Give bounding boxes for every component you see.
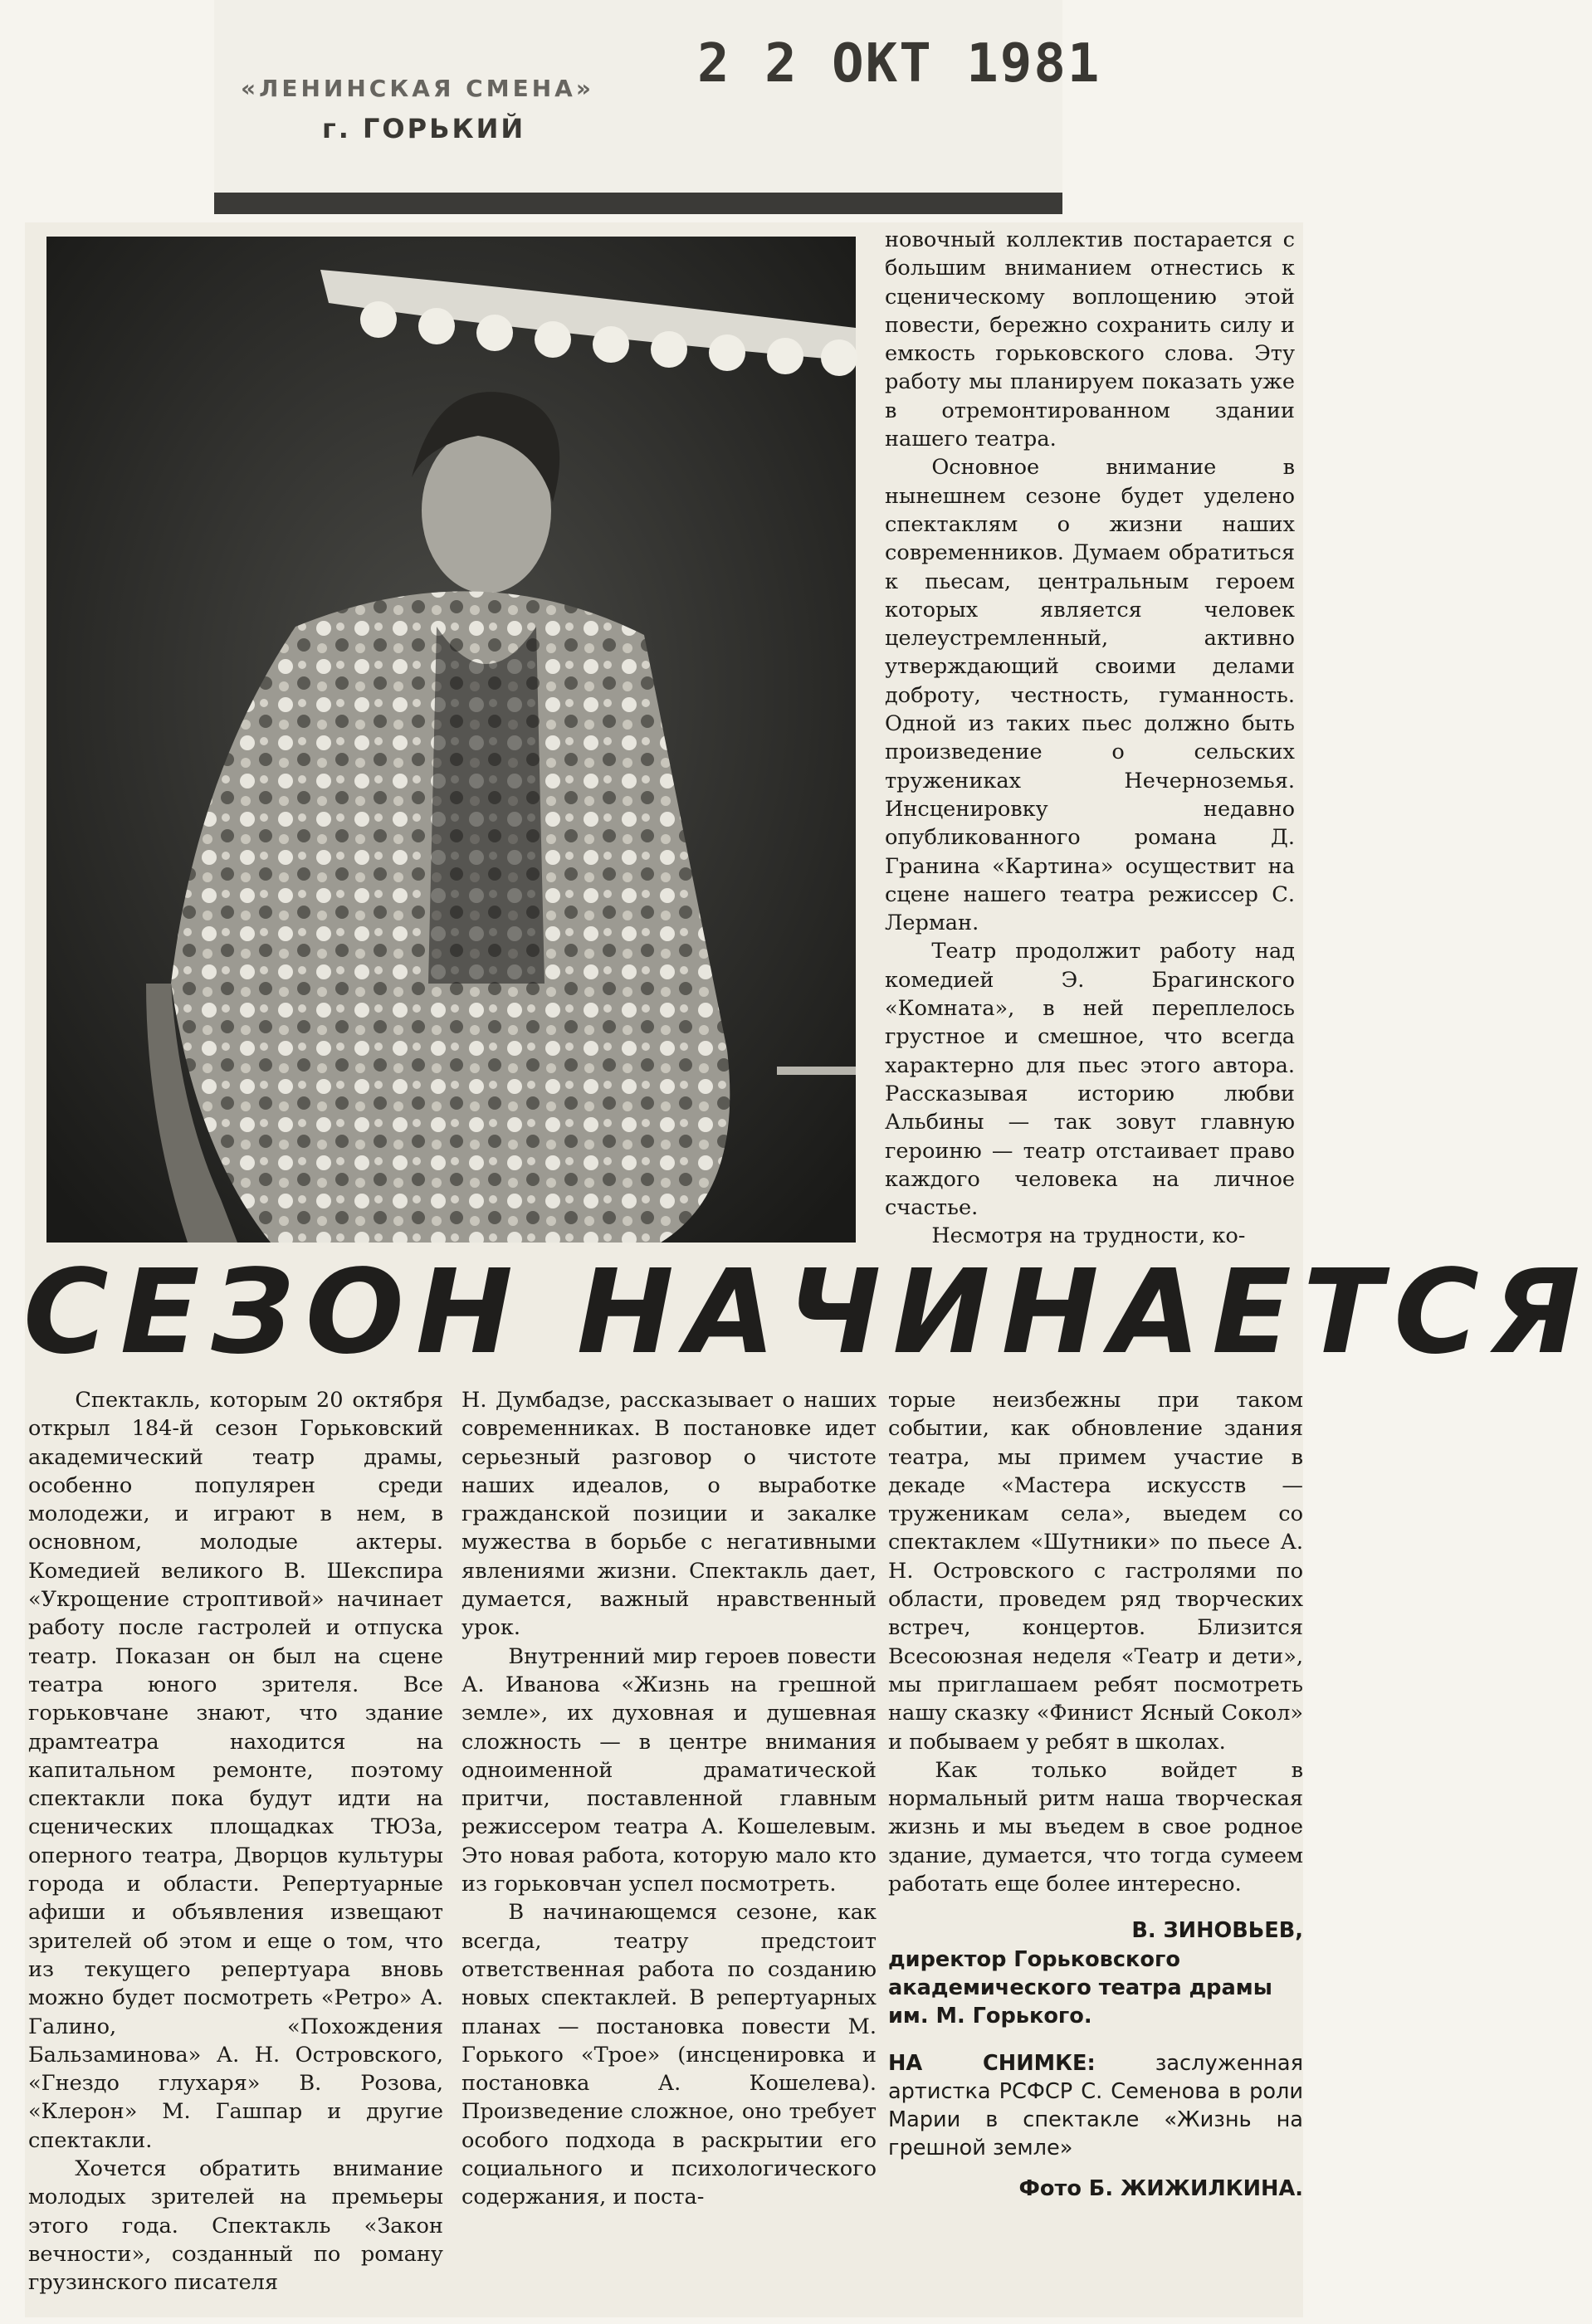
paragraph: Театр продолжит работу над комедией Э. Брагинского «Комната», в ней переплелось грустное и смешное, что всегда характерно для пьес этого автора. Рассказывая историю любви Альбины — так зовут главную героиню — театр отстаивает право каждого человека на личное счастье.	[885, 939, 1295, 1221]
header-rule	[214, 193, 1062, 214]
photo-credit: Фото Б. ЖИЖИЛКИНА.	[1018, 2175, 1303, 2201]
caption-label: НА СНИМКЕ:	[888, 2050, 1096, 2076]
paragraph: Хочется обратить внимание молодых зрителей на премьеры этого года. Спектакль «Закон вечности», созданный по роману грузинского писателя	[28, 2156, 443, 2296]
actress-photo	[46, 237, 856, 1243]
article-column-right	[888, 1386, 1303, 2203]
article-column-left	[28, 1386, 443, 2297]
paragraph: Спектакль, которым 20 октября открыл 184-й сезон Горьковский академический театр драмы, особенно популярен среди молодежи, и играют в нем, в основном, молодые актеры. Комедией великого В. Шекспира «Укрощение строптивой» начинает работу после гастролей и отпуска театр. Показан он был на сцене театра юного зрителя. Все горьковчане знают, что здание драмтеатра находится на капитальном ремонте, поэтому спектакли пока будут идти на сценических площадках ТЮЗа, оперного театра, Дворцов культуры города и области. Репертуарные афиши и объявления извещают зрителей об этом и еще о том, что из текущего репертуара вновь можно будет посмотреть «Ретро» А. Галино, «Похождения Бальзаминова» А. Н. Островского, «Гнездо глухаря» В. Розова, «Клерон» М. Гашпар и другие спектакли.	[28, 1388, 443, 2153]
city-stamp: г. ГОРЬКИЙ	[322, 113, 526, 144]
paragraph: Н. Думбадзе, рассказывает о наших современниках. В постановке идет серьезный разговор о чистоте наших идеалов, о выработке гражданской позиции и закалке мужества в борьбе с негативными явлениями жизни. Спектакль дает, думается, важный нравственный урок.	[461, 1388, 877, 1641]
article-column-middle	[461, 1386, 877, 2212]
paragraph: торые неизбежны при таком событии, как обновление здания театра, мы примем участие в декаде «Мастера искусств — труженикам села», выедем со спектаклем «Шутники» по пьесе А. Н. Островского с гастролями по области, проведем ряд творческих встреч, концертов. Близится Всесоюзная неделя «Театр и дети», мы приглашаем ребят посмотреть нашу сказку «Финист Ясный Сокол» и побываем у ребят в школах.	[888, 1388, 1303, 1755]
author-signature: В. ЗИНОВЬЕВ,	[1131, 1918, 1303, 1944]
paragraph: новочный коллектив постарается с большим вниманием отнестись к сценическому воплощению этой повести, бережно сохранить силу и емкость горьковского слова. Эту работу мы планируем показать уже в отремонтированном здании нашего театра.	[885, 227, 1295, 452]
photo-caption	[888, 2049, 1303, 2163]
article-column-top-right	[885, 226, 1295, 1251]
photo-image	[46, 237, 856, 1243]
author-title: директор Горьковского академического театра драмы им. М. Горького.	[888, 1946, 1272, 2029]
paragraph: Как только войдет в нормальный ритм наша творческая жизнь и мы въедем в свое родное здание, думается, что тогда сумеем работать еще более интересно.	[888, 1757, 1303, 1897]
caption-text: заслуженная артистка РСФСР С. Семенова в роли Марии в спектакле «Жизнь на грешной земле»	[888, 2050, 1303, 2161]
paragraph: Несмотря на трудности, ко-	[931, 1223, 1246, 1249]
paragraph: В начинающемся сезоне, как всегда, театру предстоит ответственная работа по созданию новых спектаклей. В репертуарных планах — постановка повести М. Горького «Трое» (инсценировка и постановка А. Кошелева). Произведение сложное, оно требует особого подхода в раскрытии его социального и психологического содержания, и поста-	[461, 1900, 877, 2210]
headline: СЕЗОН НАЧИНАЕТСЯ	[23, 1245, 1592, 1380]
paragraph: Основное внимание в нынешнем сезоне будет уделено спектаклям о жизни наших современников. Думаем обратиться к пьесам, центральным героем которых является человек целеустремленный, активно утверждающий своими делами доброту, честность, гуманность. Одной из таких пьес должно быть произведение о сельских тружениках Нечерноземья. Инсценировку недавно опубликованного романа Д. Гранина «Картина» осуществит на сцене нашего театра режиссер С. Лерман.	[885, 455, 1295, 936]
paragraph: Внутренний мир героев повести А. Иванова «Жизнь на грешной земле», их духовная и душевная сложность — в центре внимания одноименной драматической притчи, поставленной главным режиссером театра А. Кошелевым. Это новая работа, которую мало кто из горьковчан успел посмотреть.	[461, 1643, 877, 1897]
date-stamp: 2 2 ОКТ 1981	[697, 33, 1101, 95]
newspaper-stamp: «ЛЕНИНСКАЯ СМЕНА»	[241, 75, 594, 102]
